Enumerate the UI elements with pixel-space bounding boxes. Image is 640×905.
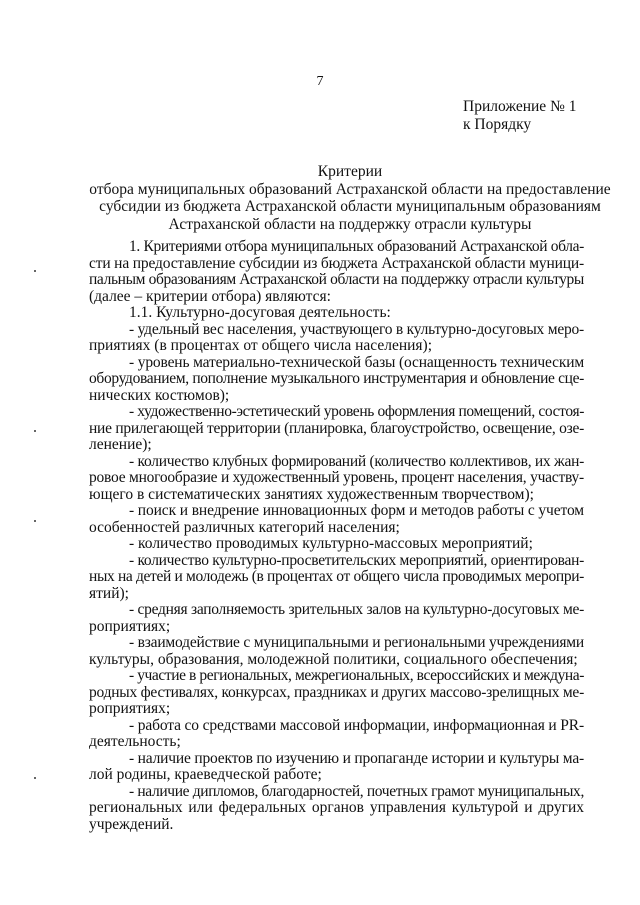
criteria-paragraph — [89, 553, 584, 603]
text-line: - количество клубных формирований (количество коллективов, их жан- — [129, 452, 584, 470]
text-line: 1. Критериями отбора муниципальных образований Астраханской обла- — [129, 238, 584, 255]
scan-margin-mark — [34, 520, 36, 522]
text-line: - удельный вес населения, участвующего в культурно-досуговых меро- — [129, 320, 584, 338]
text-line: приятиях (в процентах от общего числа населения); — [89, 337, 433, 354]
title-line: Астраханской области на поддержку отрасли культуры — [168, 215, 532, 233]
criteria-paragraph — [89, 751, 584, 784]
text-line: нических костюмов); — [89, 386, 230, 404]
text-line: - художественно-эстетический уровень оформления помещений, состоя- — [129, 403, 584, 420]
criteria-paragraph — [89, 635, 584, 668]
text-line: ленение); — [89, 436, 152, 453]
text-line: - уровень материально-технической базы (оснащенность техническим — [129, 353, 584, 371]
text-line: ние прилегающей территории (планировка, благоустройство, освещение, озе- — [89, 419, 584, 437]
document-body — [89, 239, 584, 833]
criteria-paragraph — [89, 784, 584, 834]
text-line: ющего в систематических занятиях художественным творчеством); — [89, 485, 534, 503]
text-line: региональных или федеральных органов управления культурой и других — [89, 799, 584, 816]
text-line: культуры, образования, молодежной политики, социального обеспечения; — [89, 650, 578, 668]
text-line: - средняя заполняемость зрительных залов на культурно-досуговых ме- — [129, 601, 584, 618]
text-line: сти на предоставление субсидии из бюджета Астраханской области муници- — [89, 254, 584, 272]
text-line: (далее – критерии отбора) являются: — [89, 287, 331, 305]
criteria-paragraph — [89, 404, 584, 454]
text-line: пальным образованиям Астраханской области на поддержку отрасли культуры — [89, 271, 584, 288]
text-line: ровое многообразие и художественный уровень, процент населения, участву- — [89, 469, 584, 486]
text-line: - взаимодействие с муниципальными и региональными учреждениями — [129, 634, 584, 651]
title-heading: Критерии — [317, 163, 383, 180]
text-line: оборудованием, пополнение музыкального инструментария и обновление сце- — [89, 370, 584, 387]
criteria-paragraph — [89, 602, 584, 635]
text-line: 1.1. Культурно-досуговая деятельность: — [129, 304, 391, 321]
text-line: особенностей различных категорий населения; — [89, 518, 400, 536]
criteria-paragraph — [89, 305, 584, 322]
text-line: ятий); — [89, 584, 129, 602]
appendix-header — [463, 98, 576, 134]
text-line: - участие в региональных, межрегиональных, всероссийских и междуна- — [129, 667, 584, 684]
scan-margin-mark — [34, 270, 36, 272]
criteria-paragraph — [89, 718, 584, 751]
document-title — [80, 163, 620, 233]
text-line: - поиск и внедрение инновационных форм и методов работы с учетом — [129, 502, 584, 519]
text-line: роприятиях; — [89, 700, 171, 717]
appendix-line: Приложение № 1 — [463, 98, 577, 115]
criteria-paragraph — [89, 239, 584, 305]
text-line: учреждений. — [89, 815, 174, 833]
text-line: - работа со средствами массовой информации, информационная и PR- — [129, 716, 584, 734]
text-line: - количество культурно-просветительских мероприятий, ориентирован- — [129, 551, 584, 569]
text-line: деятельность; — [89, 733, 181, 750]
text-line: - наличие проектов по изучению и пропаганде истории и культуры ма- — [129, 749, 584, 767]
title-line: отбора муниципальных образований Астраханской области на предоставление — [89, 180, 611, 198]
title-line: субсидии из бюджета Астраханской области муниципальным образованиям — [99, 198, 601, 215]
criteria-paragraph — [89, 355, 584, 405]
criteria-paragraph — [89, 503, 584, 536]
text-line: родных фестивалях, конкурсах, праздниках и других массово-зрелищных ме- — [89, 683, 584, 701]
criteria-paragraph — [89, 536, 584, 553]
text-line: ных на детей и молодежь (в процентах от общего числа проводимых меропри- — [89, 568, 584, 585]
criteria-paragraph — [89, 668, 584, 718]
page-number: 7 — [316, 74, 324, 89]
scan-margin-mark — [34, 777, 36, 779]
criteria-paragraph — [89, 322, 584, 355]
text-line: роприятиях; — [89, 617, 171, 635]
appendix-line: к Порядку — [463, 116, 532, 133]
text-line: - наличие дипломов, благодарностей, почетных грамот муниципальных, — [129, 782, 584, 800]
text-line: - количество проводимых культурно-массовых мероприятий; — [129, 535, 533, 552]
criteria-paragraph — [89, 454, 584, 504]
scan-margin-mark — [34, 430, 36, 432]
text-line: лой родины, краеведческой работе; — [89, 766, 322, 783]
